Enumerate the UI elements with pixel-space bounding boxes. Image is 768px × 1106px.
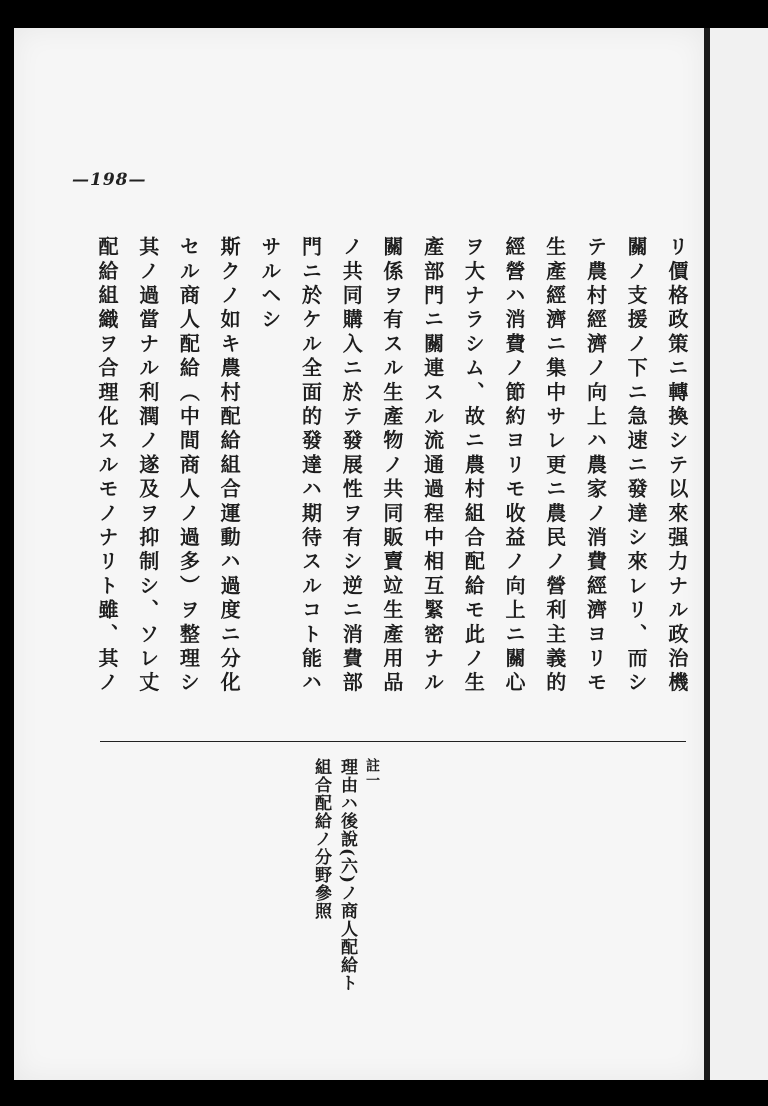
body-text (92, 236, 692, 736)
text-line-15: 配給組織ヲ合理化スルモノナリト雖、其ノ (95, 236, 119, 696)
footnote-marker: 註一 (364, 758, 380, 788)
text-line-7: 產部門ニ關連スル流通過程中相互緊密ナル (420, 236, 445, 696)
text-line-1: リ價格政策ニ轉換シテ以來强力ナル政治機 (664, 236, 689, 696)
adjacent-page-edge (710, 28, 768, 1080)
text-line-11: サルヘシ (257, 236, 282, 333)
text-line-6: ヲ大ナラシム、故ニ農村組合配給モ此ノ生 (461, 236, 486, 696)
footnote-line-2: 組合配給ノ分野參照 (311, 758, 331, 920)
page-number: —198— (72, 170, 147, 190)
text-line-2: 關ノ支援ノ下ニ急速ニ發達シ來レリ、而シ (624, 236, 649, 696)
footnote (310, 758, 382, 993)
text-line-5: 經營ハ消費ノ節約ヨリモ收益ノ向上ニ關心 (502, 236, 527, 696)
text-line-9: ノ共同購入ニ於テ發展性ヲ有シ逆ニ消費部 (339, 236, 364, 696)
text-line-13: セル商人配給（中間商人ノ過多）ヲ整理シ (176, 236, 201, 696)
text-line-12: 斯クノ如キ農村配給組合運動ハ過度ニ分化 (217, 236, 242, 696)
text-line-4: 生產經濟ニ集中サレ更ニ農民ノ營利主義的 (542, 236, 567, 696)
footnote-divider (100, 741, 686, 742)
footnote-line-1: 理由ハ後說(六)ノ商人配給ト (337, 758, 357, 993)
text-line-8: 關係ヲ有スル生產物ノ共同販賣竝生產用品 (379, 236, 404, 696)
text-line-3: テ農村經濟ノ向上ハ農家ノ消費經濟ヨリモ (583, 236, 608, 696)
text-line-10: 門ニ於ケル全面的發達ハ期待スルコト能ハ (298, 236, 323, 696)
text-line-14: 其ノ過當ナル利潤ノ遂及ヲ抑制シ、ソレ丈 (135, 236, 160, 696)
